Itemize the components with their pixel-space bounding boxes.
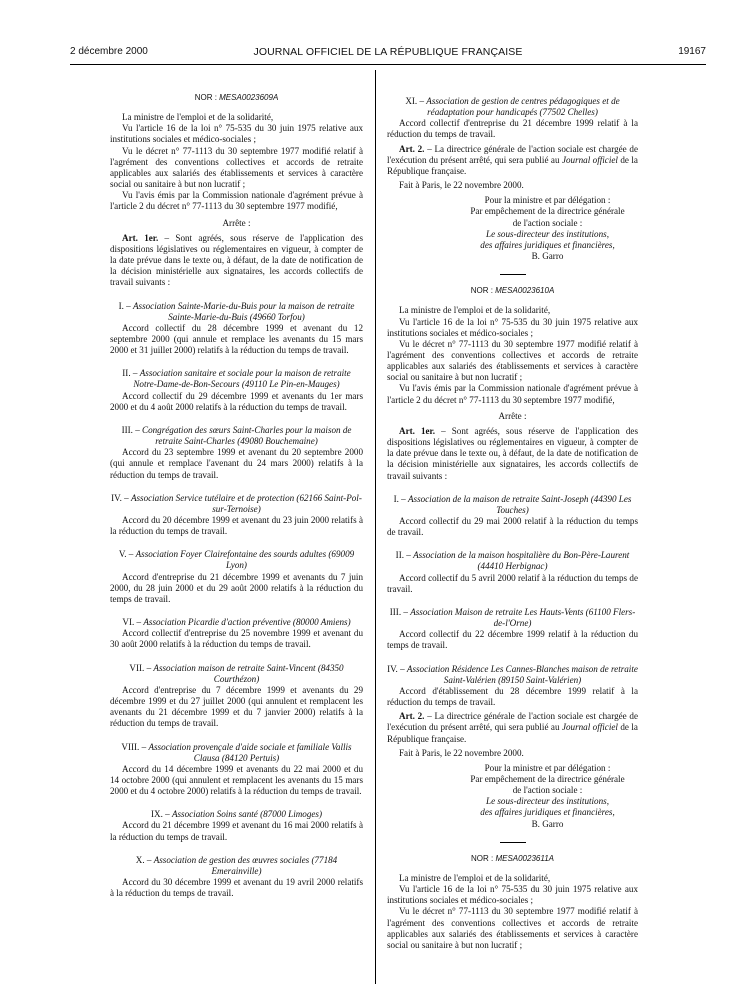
column-divider: [375, 70, 376, 984]
preamble-line: Vu l'article 16 de la loi n° 75-535 du 30 juin 1975 relative aux institutions sociales et médico-sociales ;: [387, 884, 638, 906]
item-body: Accord du 14 décembre 1999 et avenants du 22 mai 2000 et du 14 octobre 2000 (qui annulent et remplacent les avenants du 15 mars 2000 et du 4 octobre 2000) relatifs à la réduction du temps de travail.: [110, 763, 363, 797]
item-heading: I. – Association de la maison de retraite Saint-Joseph (44390 Les Touches): [393, 493, 632, 515]
page-header: [70, 46, 706, 60]
item-block: [387, 96, 638, 141]
signature-line: des affaires juridiques et financières,: [480, 239, 615, 250]
preamble-line: La ministre de l'emploi et de la solidarité,: [399, 872, 551, 883]
item-heading: III. – Congrégation des sœurs Saint-Charles pour la maison de retraite Saint-Charles (49080 Bouchemaine): [121, 424, 352, 447]
item-heading: III. – Association Maison de retraite Les Hauts-Vents (61100 Flers-de-l'Orne): [389, 606, 636, 629]
preamble-line: Vu le décret n° 77-1113 du 30 septembre 1977 modifié relatif à l'agrément des conventions collectives et accords de retraite applicables aux salariés des établissements et services à caractère social ou sanitaire à but non lucratif ;: [110, 145, 363, 190]
item-heading: X. – Association de gestion des œuvres sociales (77184 Emerainville): [135, 854, 338, 876]
item-block: [387, 664, 638, 709]
arrete-heading: Arrête :: [222, 217, 251, 228]
signature-line: Le sous-directeur des institutions,: [486, 796, 609, 807]
nor-reference: NOR : MESA0023611A: [470, 853, 554, 863]
item-block: [387, 550, 638, 595]
header-page-number: 19167: [678, 46, 706, 57]
item-body: Accord du 23 septembre 1999 et avenant du 20 septembre 2000 (qui annule et remplace l'avenant du 24 mars 2000) relatifs à la réduction du temps de travail.: [110, 447, 363, 480]
article-1: Art. 1er. – Sont agréés, sous réserve de l'application des dispositions législatives ou réglementaires en vigueur, à compter de la date prévue dans le texte ou, à défaut, de la date de notification de la décision ministérielle aux signataires, les accords collectifs de travail suivants :: [387, 425, 638, 481]
item-heading: IV. – Association Service tutélaire et de protection (62166 Saint-Pol-sur-Ternoise): [111, 492, 362, 514]
preamble-line: Vu le décret n° 77-1113 du 30 septembre 1977 modifié relatif à l'agrément des conventions collectives et accords de retraite applicables aux salariés des établissements et services à caractère social ou sanitaire à but non lucratif ;: [387, 906, 638, 950]
item-block: [110, 855, 363, 900]
item-body: Accord collectif du 29 décembre 1999 et avenants du 1er mars 2000 et du 4 août 2000 relatifs à la réduction du temps de travail.: [110, 390, 363, 412]
item-body: Accord d'entreprise du 21 décembre 1999 et avenants du 7 juin 2000, du 28 juin 2000 et du 29 août 2000 relatifs à la réduction du temps de travail.: [110, 571, 363, 604]
fait-a-paris: Fait à Paris, le 22 novembre 2000.: [399, 180, 524, 191]
item-heading: XI. – Association de gestion de centres pédagogiques et de réadaptation pour handicapés (77502 Chelles): [405, 96, 620, 118]
item-heading: IX. – Association Soins santé (87000 Limoges): [150, 809, 322, 820]
item-heading: VI. – Association Picardie d'action préventive (80000 Amiens): [122, 617, 351, 628]
item-body: Accord d'établissement du 28 décembre 1999 relatif à la réduction du temps de travail.: [387, 685, 638, 708]
item-body: Accord collectif du 5 avril 2000 relatif à la réduction du temps de travail.: [387, 572, 638, 594]
item-body: Accord d'entreprise du 7 décembre 1999 et avenants du 29 décembre 1999 et du 27 juillet 2000 (qui annulent et remplacent les avenants du 21 décembre 1999 et du 7 janvier 2000) relatifs à la réduction du temps de travail.: [110, 684, 363, 729]
item-body: Accord du 21 décembre 1999 et avenant du 16 mai 2000 relatifs à la réduction du temps de travail.: [110, 820, 363, 842]
item-heading: V. – Association Foyer Clairefontaine des sourds adultes (69009 Lyon): [118, 549, 355, 571]
item-heading: VII. – Association maison de retraite Saint-Vincent (84350 Courthézon): [129, 662, 344, 684]
item-block: [110, 549, 363, 605]
item-heading: VIII. – Association provençale d'aide sociale et familiale Vallis Clausa (84120 Pertuis): [121, 741, 352, 763]
item-block: [110, 663, 363, 730]
header-journal-title: JOURNAL OFFICIEL DE LA RÉPUBLIQUE FRANÇAISE: [253, 46, 523, 58]
item-block: [110, 493, 363, 538]
section-separator: [500, 274, 526, 275]
preamble-line: Vu l'article 16 de la loi n° 75-535 du 30 juin 1975 relative aux institutions sociales et médico-sociales ;: [110, 123, 363, 145]
signature-line: Par empêchement de la directrice générale: [470, 206, 625, 217]
signatory-name: B. Garro: [531, 251, 564, 262]
preamble-line: Vu l'avis émis par la Commission nationale d'agrément prévue à l'article 2 du décret n° 77-1113 du 30 septembre 1977 modifié,: [110, 190, 363, 212]
item-block: [110, 617, 363, 650]
nor-reference: NOR : MESA0023610A: [470, 286, 555, 296]
header-rule: [70, 64, 706, 65]
fait-a-paris: Fait à Paris, le 22 novembre 2000.: [399, 747, 524, 758]
header-date: 2 décembre 2000: [70, 46, 148, 57]
section-separator: [500, 842, 526, 843]
item-block: [110, 425, 363, 481]
article-1: Art. 1er. – Sont agréés, sous réserve de l'application des dispositions législatives ou réglementaires en vigueur, à compter de la date prévue dans le texte ou, à défaut, de la date de notification de la décision ministérielle aux signataires, les accords collectifs de travail suivants :: [110, 232, 363, 288]
item-block: [110, 301, 363, 357]
signature-line: des affaires juridiques et financières,: [480, 807, 615, 818]
right-column: [387, 96, 638, 951]
preamble-line: La ministre de l'emploi et de la solidarité,: [399, 305, 551, 316]
nor-reference: NOR : MESA0023609A: [194, 93, 279, 102]
item-heading: I. – Association Sainte-Marie-du-Buis pour la maison de retraite Sainte-Marie-du-Buis (49660 Torfou): [118, 300, 355, 322]
item-body: Accord collectif du 29 mai 2000 relatif à la réduction du temps de travail.: [387, 516, 638, 538]
left-column: [110, 92, 363, 899]
item-block: [110, 368, 363, 413]
item-block: [387, 494, 638, 539]
article-2: Art. 2. – La directrice générale de l'action sociale est chargée de l'exécution du présent arrêté, qui sera publié au Journal officiel de la République française.: [387, 711, 639, 744]
preamble-line: Vu le décret n° 77-1113 du 30 septembre 1977 modifié relatif à l'agrément des conventions collectives et accords de retraite applicables aux salariés des établissements et services à caractère social ou sanitaire à but non lucratif ;: [387, 338, 638, 383]
item-block: [387, 607, 638, 652]
preamble-line: La ministre de l'emploi et de la solidarité,: [122, 112, 274, 123]
item-heading: II. – Association de la maison hospitalière du Bon-Père-Laurent (44410 Herbignac): [395, 550, 630, 572]
item-body: Accord collectif d'entreprise du 25 novembre 1999 et avenant du 30 août 2000 relatifs à la réduction du temps de travail.: [110, 628, 363, 650]
item-block: [110, 809, 363, 842]
preamble-line: Vu l'avis émis par la Commission nationale d'agrément prévue à l'article 2 du décret n° 77-1113 du 30 septembre 1977 modifié,: [387, 383, 638, 405]
signature-line: de l'action sociale :: [512, 785, 583, 796]
article-2: Art. 2. – La directrice générale de l'action sociale est chargée de l'exécution du présent arrêté, qui sera publié au Journal officiel de la République française.: [387, 143, 639, 176]
signatory-name: B. Garro: [531, 818, 564, 829]
signature-block: [387, 763, 638, 830]
signature-block: [387, 195, 638, 262]
signature-line: Pour la ministre et par délégation :: [484, 195, 611, 206]
signature-line: Pour la ministre et par délégation :: [484, 762, 611, 773]
item-body: Accord du 30 décembre 1999 et avenant du 19 avril 2000 relatifs à la réduction du temps de travail.: [110, 877, 363, 899]
signature-line: Par empêchement de la directrice générale: [470, 773, 625, 784]
preamble-line: Vu l'article 16 de la loi n° 75-535 du 30 juin 1975 relative aux institutions sociales et médico-sociales ;: [387, 316, 638, 338]
item-body: Accord du 20 décembre 1999 et avenant du 23 juin 2000 relatifs à la réduction du temps de travail.: [110, 515, 363, 537]
arrete-heading: Arrête :: [498, 410, 527, 421]
item-heading: II. – Association sanitaire et sociale pour la maison de retraite Notre-Dame-de-Bon-Secours (49110 Le Pin-en-Mauges): [122, 368, 351, 390]
signature-line: Le sous-directeur des institutions,: [486, 228, 609, 239]
item-body: Accord collectif du 28 décembre 1999 et avenant du 12 septembre 2000 (qui annule et remplace les avenants du 15 mars 2000 et 31 juillet 2000) relatifs à la réduction du temps de travail.: [110, 322, 363, 356]
item-heading: IV. – Association Résidence Les Cannes-Blanches maison de retraite Saint-Valérien (89150 Saint-Valérien): [387, 663, 638, 685]
item-block: [110, 742, 363, 798]
item-body: Accord collectif d'entreprise du 21 décembre 1999 relatif à la réduction du temps de travail.: [387, 118, 638, 140]
item-body: Accord collectif du 22 décembre 1999 relatif à la réduction du temps de travail.: [387, 629, 638, 651]
signature-line: de l'action sociale :: [512, 217, 583, 228]
